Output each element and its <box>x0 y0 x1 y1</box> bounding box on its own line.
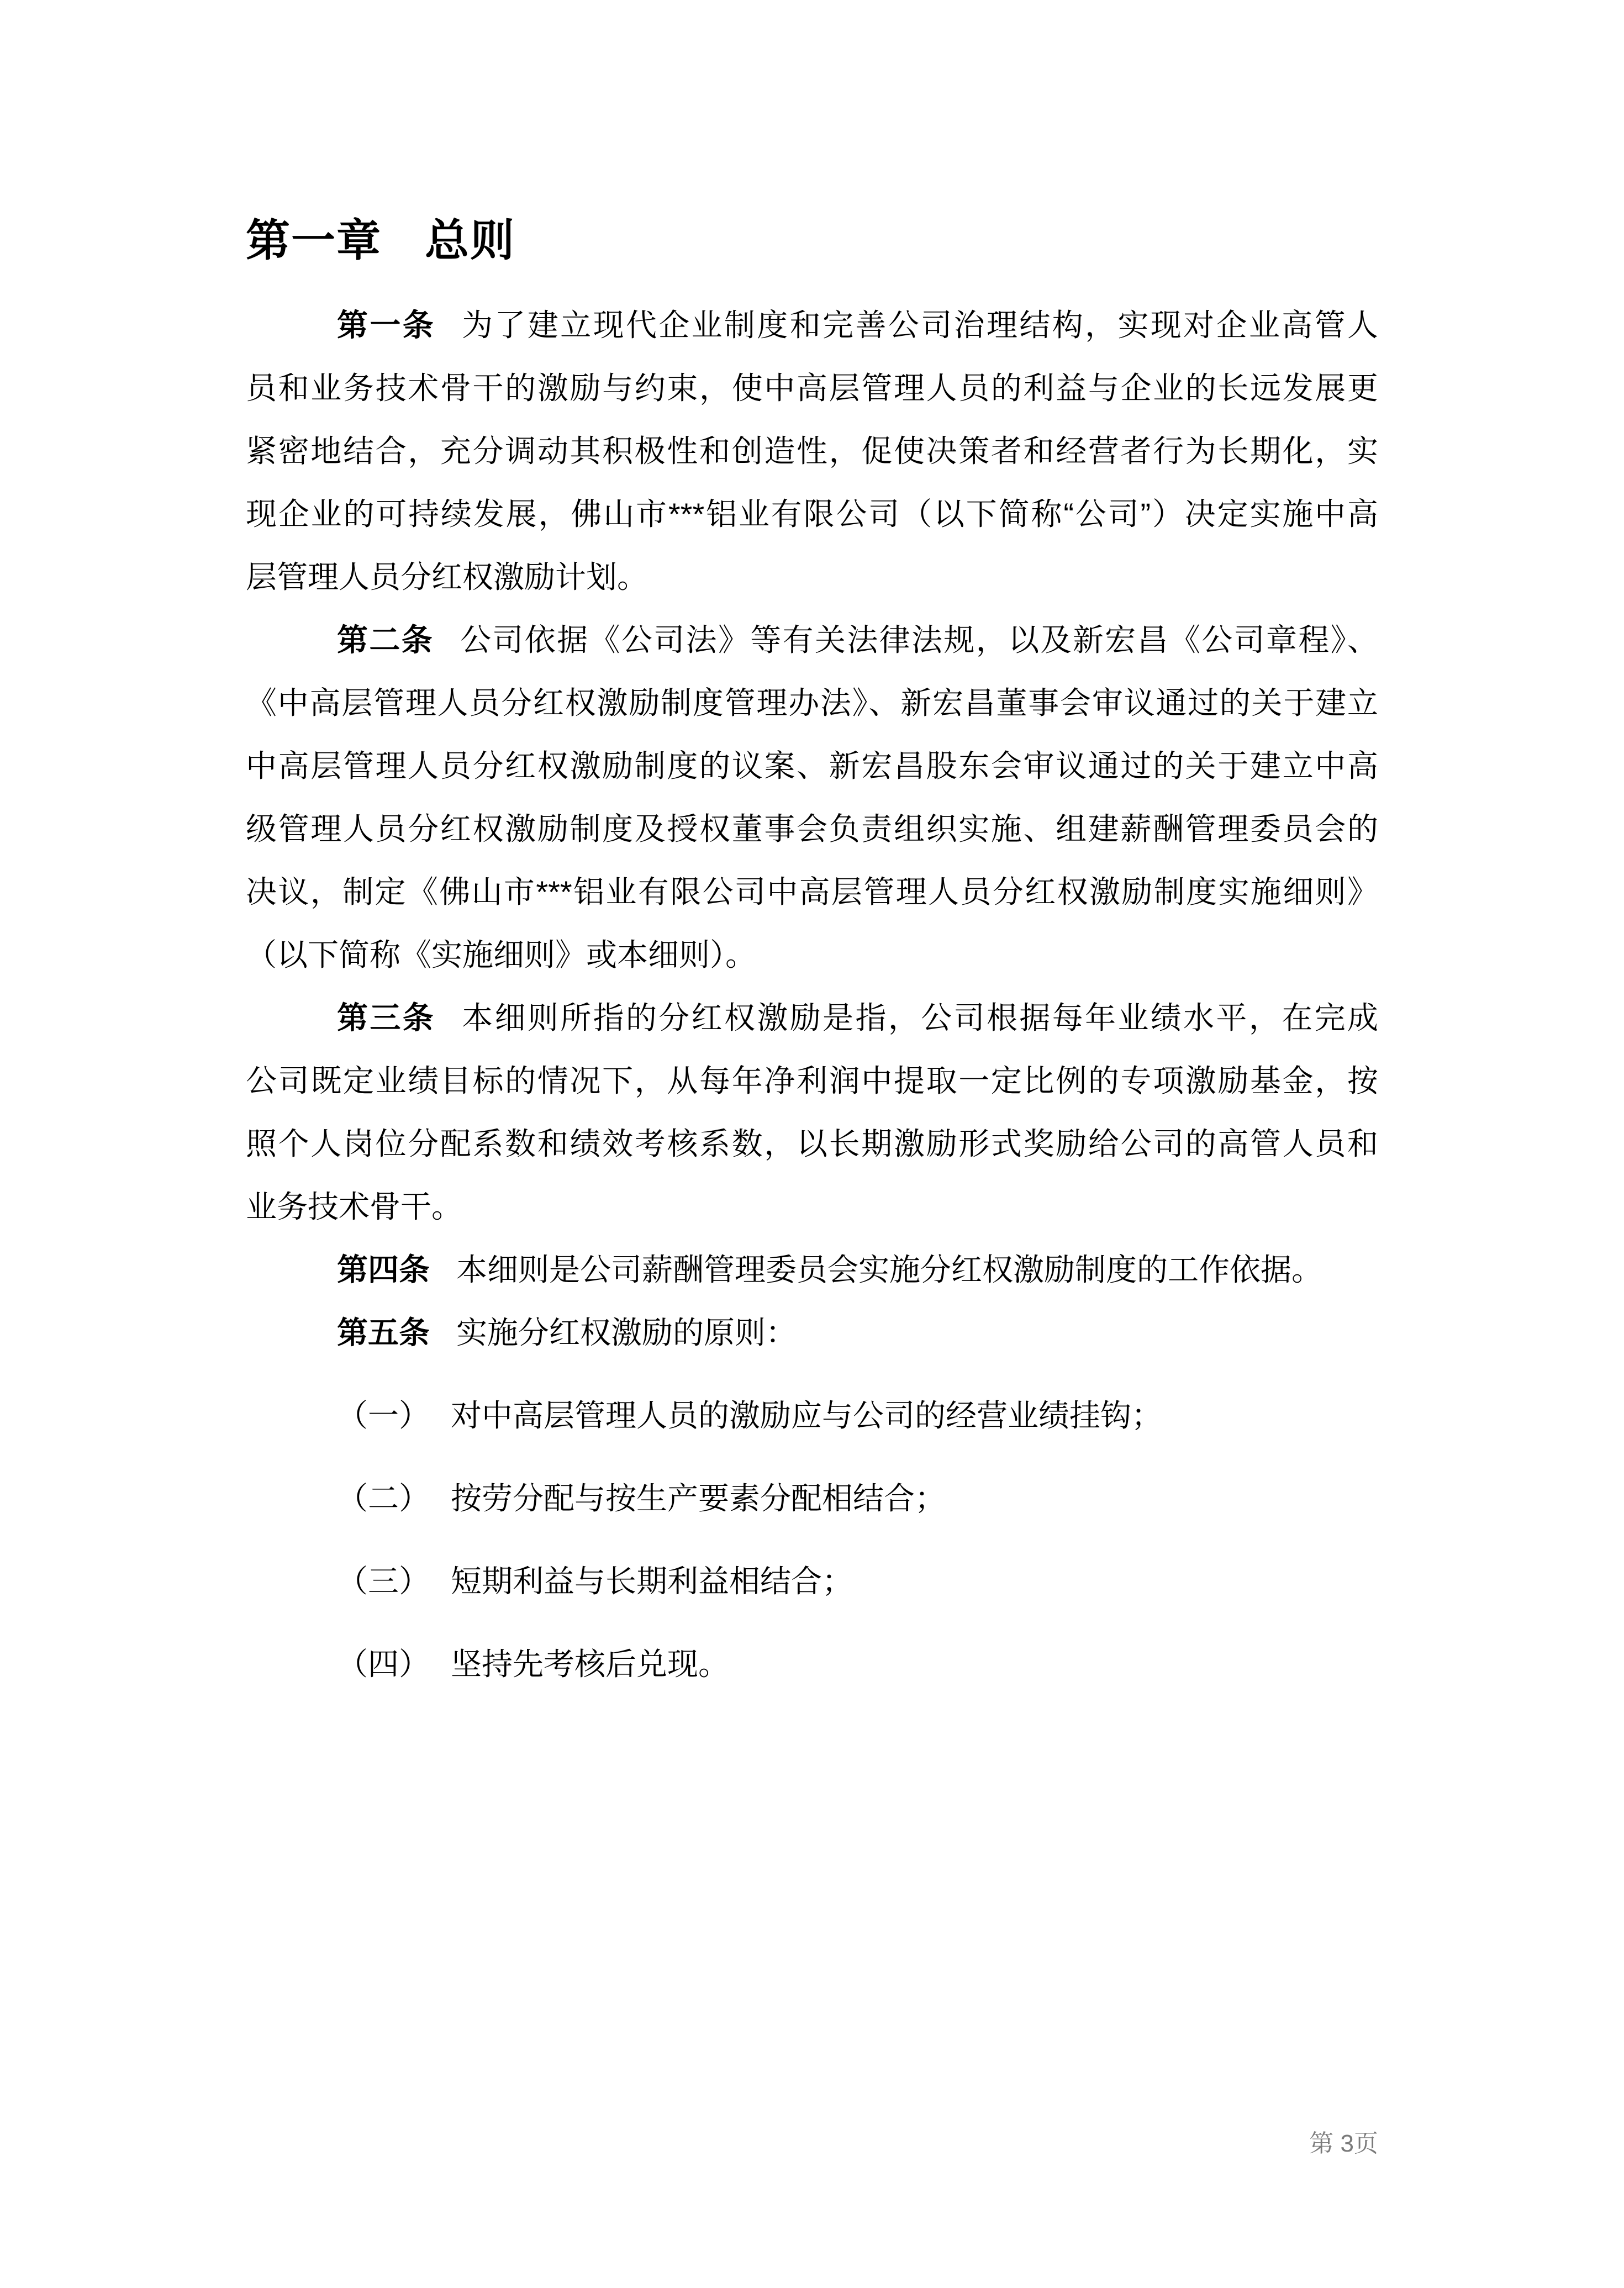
article-label: 第五条 <box>337 1315 430 1350</box>
article-line: 照个人岗位分配系数和绩效考核系数，以长期激励形式奖励给公司的高管人员和 <box>246 1126 1378 1161</box>
list-item-text: 坚持先考核后兑现。 <box>451 1647 729 1681</box>
list-item <box>246 1467 1378 1530</box>
article-line: （以下简称《实施细则》或本细则）。 <box>246 937 756 972</box>
article-line <box>246 609 1378 672</box>
article-text: 公司依据《公司法》等有关法律法规，以及新宏昌《公司章程》、 <box>460 623 1379 657</box>
article-label: 第四条 <box>337 1252 430 1287</box>
article-text: 本细则是公司薪酬管理委员会实施分红权激励制度的工作依据。 <box>456 1252 1322 1287</box>
article-line: 《中高层管理人员分红权激励制度管理办法》、新宏昌董事会审议通过的关于建立 <box>246 686 1378 720</box>
article-line: 中高层管理人员分红权激励制度的议案、新宏昌股东会审议通过的关于建立中高 <box>246 748 1378 783</box>
article-line: 决议，制定《佛山市***铝业有限公司中高层管理人员分红权激励制度实施细则》 <box>246 874 1378 909</box>
article-label: 第二条 <box>337 623 434 657</box>
article-line <box>246 1238 1378 1301</box>
page-number: 第 3页 <box>1309 2130 1378 2157</box>
chapter-name: 总则 <box>425 216 515 265</box>
article-line: 现企业的可持续发展，佛山市***铝业有限公司（以下简称“公司”）决定实施中高 <box>246 497 1378 531</box>
article-paragraph <box>246 294 1378 609</box>
article-paragraph <box>246 609 1378 987</box>
article-paragraph <box>246 1238 1378 1301</box>
article-line: 公司既定业绩目标的情况下，从每年净利润中提取一定比例的专项激励基金，按 <box>246 1063 1378 1098</box>
article-label: 第三条 <box>337 1000 436 1035</box>
article-paragraph <box>246 1301 1378 1364</box>
list-item-marker: （二） <box>337 1481 430 1516</box>
principles-list <box>246 1384 1378 1696</box>
list-item <box>246 1550 1378 1613</box>
list-item-marker: （一） <box>337 1398 430 1433</box>
document-content <box>246 214 1378 1696</box>
list-item <box>246 1384 1378 1447</box>
list-item-text: 短期利益与长期利益相结合； <box>451 1564 853 1599</box>
article-line: 业务技术骨干。 <box>246 1189 462 1224</box>
list-item-text: 按劳分配与按生产要素分配相结合； <box>451 1481 946 1516</box>
list-item-marker: （四） <box>337 1647 430 1681</box>
article-line: 紧密地结合，充分调动其积极性和创造性，促使决策者和经营者行为长期化，实 <box>246 434 1378 468</box>
article-line <box>246 987 1378 1050</box>
list-item <box>246 1633 1378 1696</box>
article-line: 层管理人员分红权激励计划。 <box>246 560 648 594</box>
chapter-number: 第一章 <box>246 216 382 265</box>
article-paragraph <box>246 987 1378 1238</box>
article-line <box>246 294 1378 357</box>
article-line: 员和业务技术骨干的激励与约束，使中高层管理人员的利益与企业的长远发展更 <box>246 371 1378 405</box>
article-label: 第一条 <box>337 308 436 342</box>
article-text: 实施分红权激励的原则： <box>456 1315 797 1350</box>
list-item-marker: （三） <box>337 1564 430 1599</box>
chapter-title <box>246 214 1378 267</box>
list-item-text: 对中高层管理人员的激励应与公司的经营业绩挂钩； <box>451 1398 1162 1433</box>
article-line <box>246 1301 1378 1364</box>
article-line: 级管理人员分红权激励制度及授权董事会负责组织实施、组建薪酬管理委员会的 <box>246 811 1378 846</box>
article-text: 为了建立现代企业制度和完善公司治理结构，实现对企业高管人 <box>462 308 1379 342</box>
article-text: 本细则所指的分红权激励是指，公司根据每年业绩水平，在完成 <box>462 1000 1379 1035</box>
